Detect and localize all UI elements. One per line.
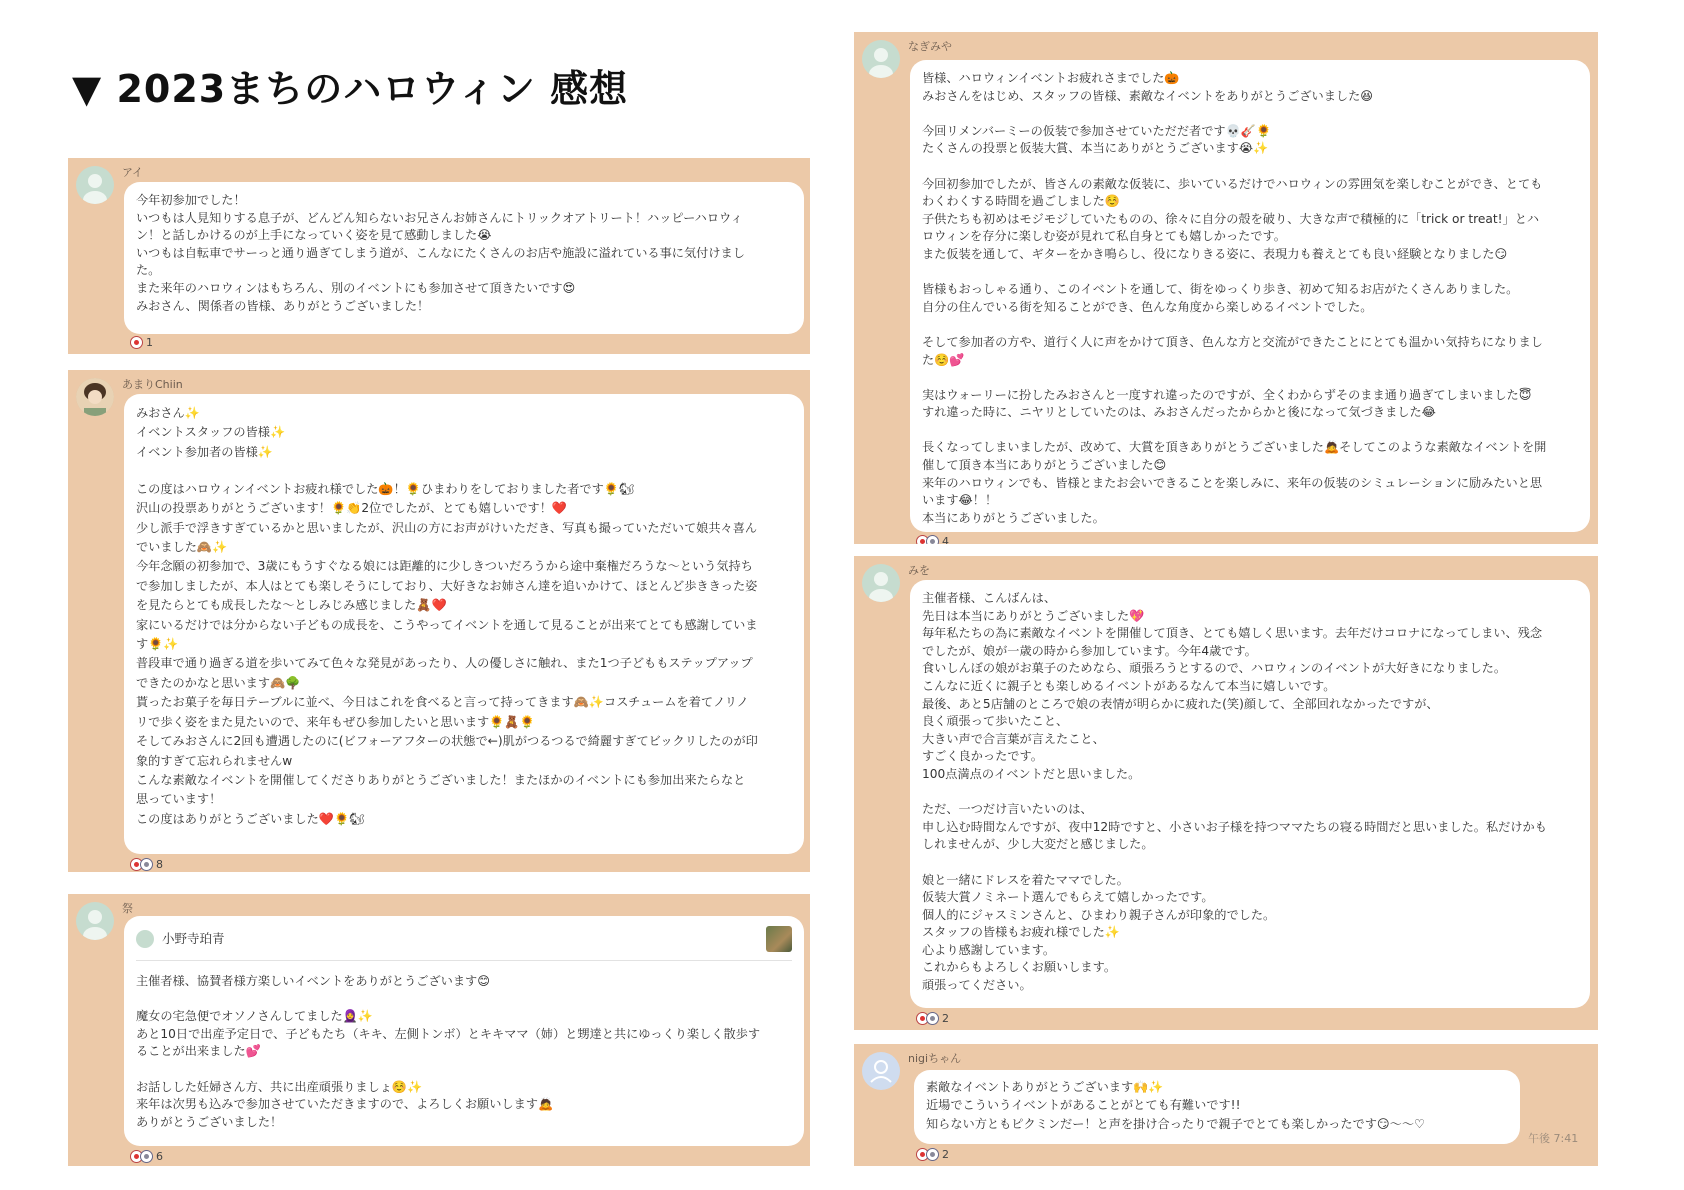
message-line: 来年のハロウィンでも、皆様とまたお会いできることを楽しみに、来年の仮装のシミュレーションに励みたいと思 (922, 475, 1543, 490)
sender-name: あまりChiin (122, 378, 183, 391)
message-line: ロウィンを存分に楽しむ姿が見れて私自身とても嬉しかったです。 (922, 229, 1286, 244)
message-line: 個人的にジャスミンさんと、ひまわり親子さんが印象的でした。 (922, 907, 1276, 922)
message-line: 頑張ってください。 (922, 978, 1032, 993)
message-line: こんな素敵なイベントを開催してくださりありがとうございました！またほかのイベントにも参加出来たらなと (136, 772, 746, 787)
person-icon (76, 166, 114, 204)
avatar[interactable] (862, 40, 900, 78)
message-line: ただ、一つだけ言いたいのは、 (922, 802, 1093, 817)
message-line: お話しした妊婦さん方、共に出産頑張りましょ☺️✨ (136, 1079, 423, 1094)
message-line (922, 422, 1578, 440)
message-line: 素敵なイベントありがとうございます🙌✨ (926, 1080, 1164, 1094)
person-icon (862, 40, 900, 78)
message-line (922, 369, 1578, 387)
message-line: 先日は本当にありがとうございました💖 (922, 608, 1145, 623)
message-line: 子供たちも初めはモジモジしていたものの、徐々に自分の殻を破り、大きな声で積極的に「trick or treat!」とハ (922, 211, 1540, 226)
message-line: そしてみおさんに2回も遭遇したのに(ビフォーアフターの状態で←)肌がつるつるで綺麗すぎてビックリしたのが印 (136, 734, 758, 749)
message-line: 毎年私たちの為に素敵なイベントを開催して頂き、とても嬉しく思います。去年だけコロナになってしまい、残念 (922, 626, 1543, 641)
reaction-badge[interactable] (130, 336, 153, 349)
reaction-count: 6 (156, 1150, 163, 1163)
message-line: 催して頂き本当にありがとうございました😊 (922, 458, 1167, 473)
reaction-badge[interactable] (916, 1148, 949, 1161)
message-line: 家にいるだけでは分からない子どもの成長を、こうやってイベントを通して見ることが出来てとても感謝していま (136, 617, 758, 632)
message-line: 来年は次男も込みで参加させていただきますので、よろしくお願いします🙇 (136, 1097, 554, 1112)
message-line (922, 158, 1578, 176)
message-line: 皆様もおっしゃる通り、このイベントを通して、街をゆっくり歩き、初めて知るお店がたくさんありました。 (922, 282, 1519, 297)
message-bubble[interactable] (124, 182, 804, 334)
message-line: 象的すぎて忘れられませんw (136, 753, 293, 768)
user-photo-icon (76, 378, 114, 416)
sender-name: みを (908, 564, 930, 577)
avatar[interactable] (76, 902, 114, 940)
chat-post-ai (68, 158, 810, 354)
message-line: 申し込む時間なんですが、夜中12時ですと、小さいお子様を持つママたちの寝る時間だと思いました。私だけかも (922, 819, 1547, 834)
message-line: 少し派手で浮きすぎているかと思いましたが、沢山の方にお声がけいただき、写真も撮っていただいて娘共々喜ん (136, 520, 758, 535)
avatar[interactable] (862, 1052, 900, 1090)
message-line: 思っています！ (136, 792, 222, 807)
message-line: 仮装大賞ノミネート選んでもらえて嬉しかったです。 (922, 890, 1214, 905)
reaction-badge[interactable] (130, 1150, 163, 1163)
reaction-badge[interactable] (916, 535, 949, 544)
avatar[interactable] (76, 166, 114, 204)
message-line: ることが出来ました💕 (136, 1044, 261, 1059)
message-line: いつもは人見知りする息子が、どんどん知らないお兄さんお姉さんにトリックオアトリート！ハッピーハロウィ (136, 210, 743, 225)
message-bubble[interactable] (910, 580, 1590, 1008)
skull-reaction-icon (140, 858, 153, 871)
reaction-badge[interactable] (916, 1012, 949, 1025)
message-line: 心より感謝しています。 (922, 942, 1056, 957)
message-line: で参加しましたが、本人はとても楽しそうにしており、大好きなお姉さん達を追いかけて、ほとんど歩ききった姿 (136, 578, 758, 593)
message-line: 今回初参加でしたが、皆さんの素敵な仮装に、歩いているだけでハロウィンの雰囲気を楽しむことができ、とても (922, 176, 1543, 191)
message-line: しれませんが、少し大変だと感じました。 (922, 837, 1154, 852)
message-line: 大きい声で合言葉が言えたこと、 (922, 731, 1105, 746)
chat-post-miwo (854, 556, 1598, 1030)
chat-post-amari (68, 370, 810, 872)
message-line: 近場でこういうイベントがあることがとても有難いです!! (926, 1098, 1241, 1113)
message-line: そして参加者の方や、道行く人に声をかけて頂き、色んな方と交流ができたことにとても温かい気持ちになりまし (922, 334, 1543, 349)
message-line (136, 462, 792, 480)
message-line: また仮装を通して、ギターをかき鳴らし、役になりきる姿に、表現力も養えとても良い経験となりました😏 (922, 246, 1508, 261)
chat-post-nigi (854, 1044, 1598, 1166)
message-line (136, 991, 792, 1009)
message-line: みおさん、関係者の皆様、ありがとうございました！ (136, 298, 430, 313)
message-line: この度はハロウィンイベントお疲れ様でした🎃！🌻ひまわりをしておりました者です🌻🐿 (136, 481, 635, 496)
reaction-count: 1 (146, 336, 153, 349)
message-line: 最後、あと5店舗のところで娘の表情が明らかに疲れた(笑)顔して、全部回れなかったですが、 (922, 696, 1439, 711)
message-line: を見たらとても成長したな〜としみじみ感じました🧸❤️ (136, 598, 447, 613)
message-line (922, 784, 1578, 802)
message-line: あと10日で出産予定日で、子どもたち（キキ、左側トンボ）とキキママ（姉）と甥達と共にゆっくり楽しく散歩す (136, 1026, 761, 1041)
message-line (922, 854, 1578, 872)
message-line: ありがとうございました！ (136, 1114, 283, 1129)
laugh-reaction-icon (926, 1012, 939, 1025)
message-line: 知らない方ともピクミンだー！と声を掛け合ったりで親子でとても楽しかったです😏〜〜♡ (926, 1116, 1425, 1131)
message-line: す🌻✨ (136, 637, 179, 652)
message-line: 皆様、ハロウィンイベントお疲れさまでした🎃 (922, 71, 1180, 85)
message-bubble[interactable] (124, 394, 804, 854)
sender-name: nigiちゃん (908, 1052, 962, 1065)
message-line: すれ違った時に、ニヤリとしていたのは、みおさんだったからかと後になって気づきました😂 (922, 405, 1436, 420)
message-line: 実はウォーリーに扮したみおさんと一度すれ違ったのですが、全くわからずそのまま通り過ぎてしまいました😇 (922, 387, 1532, 402)
message-line: 主催者様、協賛者様方楽しいイベントをありがとうございます😊 (136, 974, 490, 988)
reaction-count: 4 (942, 535, 949, 544)
message-line: います😂！！ (922, 493, 998, 508)
message-line: みおさんをはじめ、スタッフの皆様、素敵なイベントをありがとうございました😆 (922, 88, 1373, 103)
message-line: 沢山の投票ありがとうございます！🌻👏2位でしたが、とても嬉しいです！❤️ (136, 501, 568, 516)
quoted-author-name: 小野寺珀青 (162, 931, 225, 947)
page-title: ▼ 2023まちのハロウィン 感想 (72, 67, 629, 111)
message-line: すごく良かったです。 (922, 749, 1043, 764)
message-line (922, 316, 1578, 334)
reaction-count: 8 (156, 858, 163, 871)
person-icon (76, 902, 114, 940)
message-line: 主催者様、こんばんは、 (922, 591, 1057, 605)
message-line: イベントスタッフの皆様✨ (136, 425, 286, 440)
sender-name: 祭 (122, 902, 133, 915)
message-line (136, 1061, 792, 1079)
message-line: これからもよろしくお願いします。 (922, 960, 1117, 975)
message-line (922, 105, 1578, 123)
message-bubble[interactable] (914, 1070, 1520, 1144)
photo-thumbnail[interactable] (766, 926, 792, 952)
person-icon (862, 564, 900, 602)
message-line: 娘と一緒にドレスを着たママでした。 (922, 872, 1129, 887)
message-line: でいました🙈✨ (136, 540, 228, 555)
message-line: リで歩く姿をまた見たいので、来年もぜひ参加したいと思います🌻🧸🌻 (136, 714, 535, 729)
laugh-reaction-icon (926, 535, 939, 544)
message-line: この度はありがとうございました❤️🌻🐿 (136, 811, 365, 826)
message-line: また来年のハロウィンはもちろん、別のイベントにも参加させて頂きたいです😍 (136, 280, 576, 295)
chat-post-matsuri (68, 894, 810, 1166)
avatar[interactable] (862, 564, 900, 602)
message-line: 良く頑張って歩いたこと、 (922, 714, 1069, 729)
message-line: 今年初参加でした！ (136, 193, 246, 207)
message-line: 貰ったお菓子を毎日テーブルに並べ、今日はこれを食べると言って持ってきます🙈✨コスチュームを着てノリノ (136, 695, 749, 710)
message-line: 今年念願の初参加で、3歳にもうすぐなる娘には距離的に少しきついだろうから途中棄権だろうな〜という気持ち (136, 559, 753, 574)
reaction-count: 2 (942, 1012, 949, 1025)
message-line: ン！と話しかけるのが上手になっていく姿を見て感動しました😭 (136, 228, 492, 243)
message-line: た☺️💕 (922, 352, 965, 367)
sender-name: アイ (122, 166, 144, 179)
message-bubble[interactable] (124, 916, 804, 1146)
message-line: 自分の住んでいる街を知ることができ、色んな角度から楽しめるイベントでした。 (922, 299, 1373, 314)
message-bubble[interactable] (910, 60, 1590, 532)
message-line: 今回リメンバーミーの仮装で参加させていただだ者です💀🎸🌻 (922, 123, 1272, 138)
message-line: 普段車で通り過ぎる道を歩いてみて色々な発見があったり、人の優しさに触れ、また1つ子どももステップアップ (136, 656, 753, 671)
quoted-post-header[interactable] (136, 926, 792, 961)
message-line: みおさん✨ (136, 406, 200, 420)
message-line: でしたが、娘が一歳の時から参加しています。今年4歳です。 (922, 643, 1257, 658)
message-line: こんなに近くに親子とも楽しめるイベントがあるなんて本当に嬉しいです。 (922, 678, 1336, 693)
message-line: わくわくする時間を過ごしました☺️ (922, 194, 1120, 209)
laugh-reaction-icon (140, 1150, 153, 1163)
message-timestamp: 午後 7:41 (1528, 1132, 1579, 1145)
laugh-reaction-icon (926, 1148, 939, 1161)
message-line: 長くなってしまいましたが、改めて、大賞を頂きありがとうございました🙇そしてこのような素敵なイベントを開 (922, 440, 1547, 455)
message-line: 魔女の宅急便でオソノさんしてました🧕✨ (136, 1009, 374, 1024)
message-line: いつもは自転車でサーっと通り過ぎてしまう道が、こんなにたくさんのお店や施設に溢れている事に気付けまし (136, 245, 745, 260)
reaction-count: 2 (942, 1148, 949, 1161)
sender-name: なぎみや (908, 40, 952, 53)
message-line (922, 264, 1578, 282)
message-line: たくさんの投票と仮装大賞、本当にありがとうございます😭✨ (922, 141, 1269, 156)
message-line: 本当にありがとうございました。 (922, 510, 1105, 525)
chat-post-nagimiya (854, 32, 1598, 544)
quoted-author (136, 930, 225, 948)
message-line: スタッフの皆様もお疲れ様でした✨ (922, 925, 1120, 940)
person-icon (862, 1052, 900, 1090)
reaction-badge[interactable] (130, 858, 163, 871)
message-line: 100点満点のイベントだと思いました。 (922, 766, 1141, 781)
message-line: イベント参加者の皆様✨ (136, 444, 274, 459)
message-line: 食いしんぼの娘がお菓子のためなら、頑張ろうとするので、ハロウィンのイベントが大好きになりました。 (922, 661, 1507, 676)
message-line: た。 (136, 263, 161, 278)
message-line: できたのかなと思います🙈🌳 (136, 675, 301, 690)
avatar[interactable] (76, 378, 114, 416)
quoted-avatar (136, 930, 154, 948)
heart-reaction-icon (130, 336, 143, 349)
